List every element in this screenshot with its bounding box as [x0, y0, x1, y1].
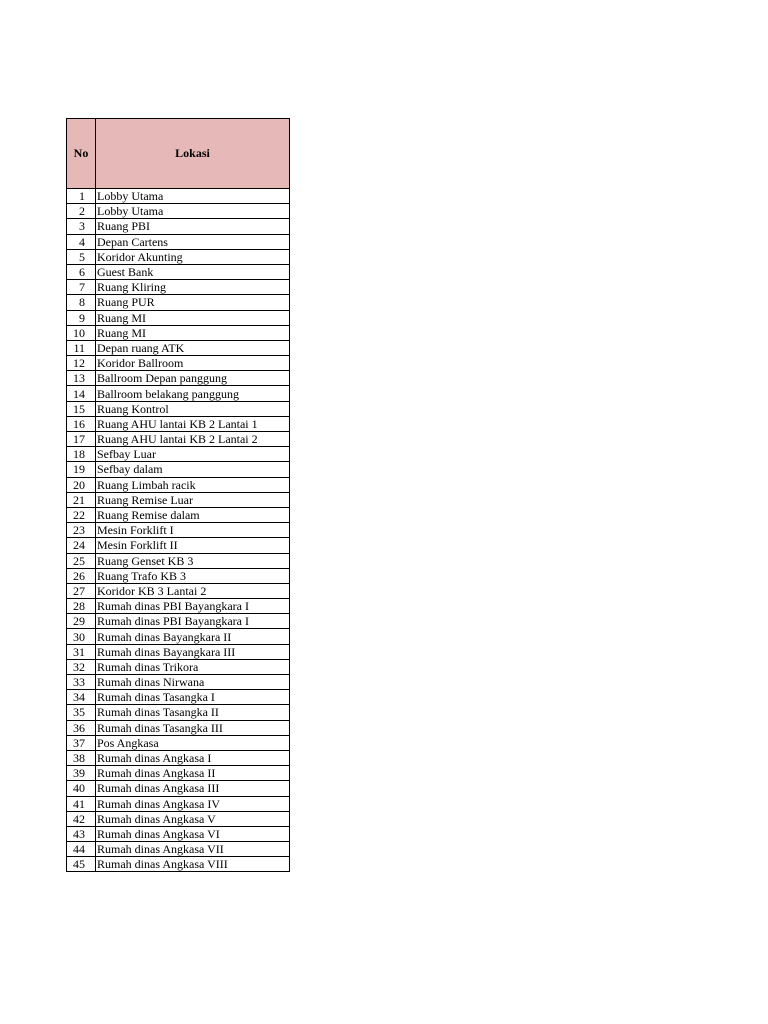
row-lokasi: Ruang Trafo KB 3 [96, 568, 290, 583]
row-number: 36 [67, 720, 96, 735]
row-number: 16 [67, 416, 96, 431]
row-number: 18 [67, 447, 96, 462]
header-lokasi: Lokasi [96, 119, 290, 189]
row-number: 6 [67, 264, 96, 279]
table-row [67, 659, 290, 674]
row-number: 38 [67, 750, 96, 765]
row-number: 22 [67, 507, 96, 522]
row-number: 25 [67, 553, 96, 568]
row-number: 9 [67, 310, 96, 325]
row-number: 29 [67, 614, 96, 629]
table-row [67, 523, 290, 538]
row-number: 27 [67, 583, 96, 598]
row-number: 4 [67, 234, 96, 249]
table-row [67, 325, 290, 340]
table-row [67, 538, 290, 553]
row-lokasi: Ruang Limbah racik [96, 477, 290, 492]
row-lokasi: Rumah dinas Angkasa III [96, 781, 290, 796]
row-lokasi: Koridor Ballroom [96, 356, 290, 371]
row-number: 11 [67, 340, 96, 355]
row-number: 32 [67, 659, 96, 674]
row-number: 17 [67, 432, 96, 447]
row-lokasi: Ruang PBI [96, 219, 290, 234]
row-number: 20 [67, 477, 96, 492]
row-lokasi: Lobby Utama [96, 204, 290, 219]
row-number: 1 [67, 189, 96, 204]
row-lokasi: Depan Cartens [96, 234, 290, 249]
row-lokasi: Lobby Utama [96, 189, 290, 204]
row-number: 44 [67, 842, 96, 857]
table-row [67, 310, 290, 325]
table-row [67, 447, 290, 462]
table-row [67, 568, 290, 583]
row-number: 26 [67, 568, 96, 583]
table-row [67, 781, 290, 796]
table-row [67, 507, 290, 522]
table-row [67, 629, 290, 644]
row-lokasi: Pos Angkasa [96, 735, 290, 750]
row-number: 40 [67, 781, 96, 796]
row-lokasi: Ruang Kliring [96, 280, 290, 295]
row-number: 15 [67, 401, 96, 416]
table-row [67, 249, 290, 264]
row-lokasi: Ruang AHU lantai KB 2 Lantai 1 [96, 416, 290, 431]
row-number: 24 [67, 538, 96, 553]
row-number: 33 [67, 675, 96, 690]
row-lokasi: Ruang Kontrol [96, 401, 290, 416]
table-row [67, 219, 290, 234]
table-row [67, 750, 290, 765]
table-row [67, 675, 290, 690]
row-number: 5 [67, 249, 96, 264]
row-lokasi: Rumah dinas Bayangkara II [96, 629, 290, 644]
row-number: 37 [67, 735, 96, 750]
row-lokasi: Sefbay Luar [96, 447, 290, 462]
table-row [67, 462, 290, 477]
row-number: 3 [67, 219, 96, 234]
row-lokasi: Ruang MI [96, 325, 290, 340]
table-row [67, 690, 290, 705]
row-lokasi: Rumah dinas Trikora [96, 659, 290, 674]
row-lokasi: Rumah dinas Angkasa VIII [96, 857, 290, 872]
row-number: 31 [67, 644, 96, 659]
table-row [67, 234, 290, 249]
row-lokasi: Rumah dinas Angkasa II [96, 766, 290, 781]
row-lokasi: Rumah dinas Angkasa VI [96, 826, 290, 841]
row-number: 21 [67, 492, 96, 507]
row-number: 2 [67, 204, 96, 219]
table-row [67, 553, 290, 568]
table-row [67, 857, 290, 872]
row-lokasi: Ballroom Depan panggung [96, 371, 290, 386]
row-lokasi: Koridor KB 3 Lantai 2 [96, 583, 290, 598]
row-number: 10 [67, 325, 96, 340]
row-lokasi: Rumah dinas Tasangka I [96, 690, 290, 705]
row-lokasi: Ruang Remise Luar [96, 492, 290, 507]
row-number: 23 [67, 523, 96, 538]
row-number: 39 [67, 766, 96, 781]
table-row [67, 599, 290, 614]
table-row [67, 492, 290, 507]
row-lokasi: Rumah dinas Bayangkara III [96, 644, 290, 659]
row-lokasi: Rumah dinas Tasangka II [96, 705, 290, 720]
lokasi-table [66, 118, 290, 872]
row-lokasi: Ruang PUR [96, 295, 290, 310]
table-row [67, 811, 290, 826]
header-row [67, 119, 290, 189]
row-number: 34 [67, 690, 96, 705]
row-lokasi: Rumah dinas PBI Bayangkara I [96, 599, 290, 614]
row-lokasi: Ruang AHU lantai KB 2 Lantai 2 [96, 432, 290, 447]
table-row [67, 735, 290, 750]
row-lokasi: Rumah dinas PBI Bayangkara I [96, 614, 290, 629]
row-number: 14 [67, 386, 96, 401]
table-row [67, 583, 290, 598]
table-row [67, 766, 290, 781]
row-number: 41 [67, 796, 96, 811]
row-number: 19 [67, 462, 96, 477]
table-row [67, 340, 290, 355]
table-row [67, 280, 290, 295]
row-lokasi: Rumah dinas Angkasa IV [96, 796, 290, 811]
table-row [67, 386, 290, 401]
table-row [67, 796, 290, 811]
row-number: 7 [67, 280, 96, 295]
table-row [67, 842, 290, 857]
table-row [67, 705, 290, 720]
row-lokasi: Koridor Akunting [96, 249, 290, 264]
row-lokasi: Ruang Genset KB 3 [96, 553, 290, 568]
table-row [67, 204, 290, 219]
row-number: 8 [67, 295, 96, 310]
row-lokasi: Mesin Forklift I [96, 523, 290, 538]
table-row [67, 416, 290, 431]
row-number: 28 [67, 599, 96, 614]
row-lokasi: Rumah dinas Angkasa VII [96, 842, 290, 857]
row-number: 42 [67, 811, 96, 826]
row-lokasi: Guest Bank [96, 264, 290, 279]
row-lokasi: Ruang Remise dalam [96, 507, 290, 522]
table-row [67, 432, 290, 447]
row-lokasi: Rumah dinas Angkasa I [96, 750, 290, 765]
row-lokasi: Ruang MI [96, 310, 290, 325]
table-row [67, 356, 290, 371]
table-row [67, 614, 290, 629]
table-row [67, 189, 290, 204]
row-lokasi: Rumah dinas Tasangka III [96, 720, 290, 735]
table-row [67, 401, 290, 416]
table-row [67, 644, 290, 659]
row-number: 45 [67, 857, 96, 872]
row-number: 13 [67, 371, 96, 386]
table-row [67, 295, 290, 310]
row-lokasi: Rumah dinas Angkasa V [96, 811, 290, 826]
table-row [67, 477, 290, 492]
row-lokasi: Ballroom belakang panggung [96, 386, 290, 401]
table-row [67, 826, 290, 841]
table-row [67, 720, 290, 735]
row-number: 35 [67, 705, 96, 720]
row-lokasi: Depan ruang ATK [96, 340, 290, 355]
row-lokasi: Rumah dinas Nirwana [96, 675, 290, 690]
row-lokasi: Sefbay dalam [96, 462, 290, 477]
row-number: 30 [67, 629, 96, 644]
table-body [67, 189, 290, 872]
table-row [67, 264, 290, 279]
row-lokasi: Mesin Forklift II [96, 538, 290, 553]
row-number: 12 [67, 356, 96, 371]
row-number: 43 [67, 826, 96, 841]
table-row [67, 371, 290, 386]
header-no: No [67, 119, 96, 189]
